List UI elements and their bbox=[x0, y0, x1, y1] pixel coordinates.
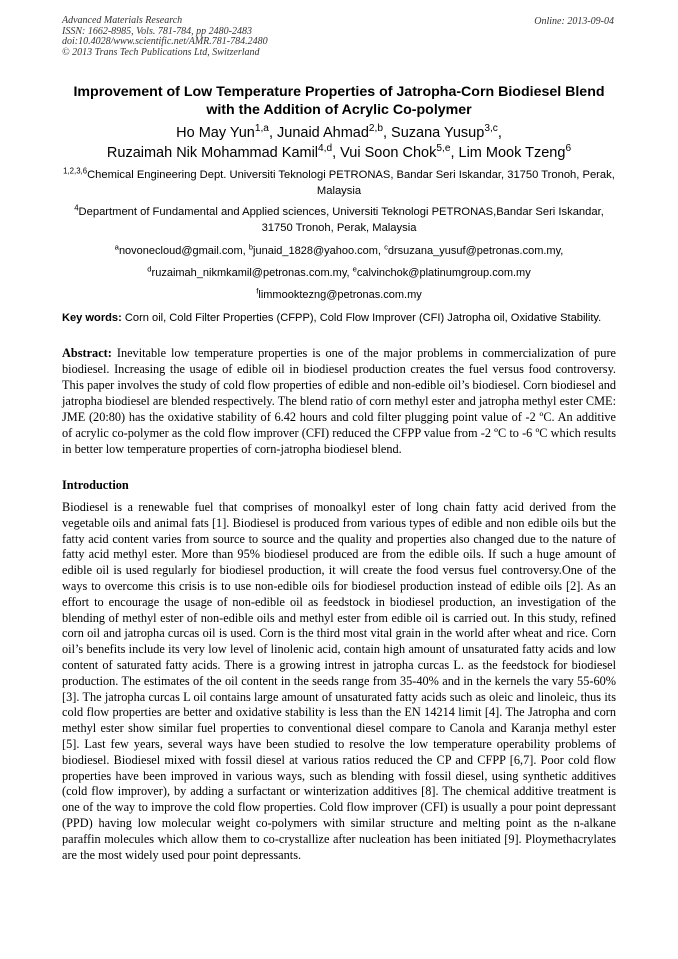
keywords-text: Corn oil, Cold Filter Properties (CFPP), Cold Flow Improver (CFI) Jatropha oil, Oxidative Stability. bbox=[124, 312, 602, 324]
abstract bbox=[62, 345, 616, 457]
introduction-text: Biodiesel is a renewable fuel that comprises of monoalkyl ester of long chain fatty acid derived from the vegetable oils and animal fats [1]. Biodiesel is produced from various types of edible and non edible oils but the fatty acid content varies from source to source and the quality and properties also changed due to the nature of fatty acid methyl ester. More than 95% biodiesel produced are from the edible oils. If such a huge amount of edible oil is used regularly for biodiesel production, it will create the food versus fuel controversy.One of the ways to overcome this crisis is to use non-edible oils for biodiesel production instead of edible oils [2]. As an effort to encourage the usage of non-edible oil as feedstock in biodiesel production, an investigation of the blending of methyl ester of non-edible oils and methyl ester from edible oil is carried out. In this study, refined corn oil and jatropha curcas oil is used. Corn is the third most vital grain in the world after wheat and rice. Corn oil’s benefits include its very low level of linolenic acid, contain high amount of unsaturated fatty acids and low content of saturated fatty acids. There is a growing intrest in jatropha curcas L. as the feedstock for biodiesel production. The estimates of the oil content in the seeds range from 35-40% and in the kernels the vary 55-60% [3]. The jatropha curcas L oil contains large amount of unsaturated fatty acids such as oleic and linoleic, thus its cold flow properties are better and oxidative stability is less than the EN 14214 limit [4]. The Jatropha and corn methyl ester show similar fuel properties to conventional diesel compare to Canola and Karanja methyl ester [5]. Last few years, several ways have been studied to resolve the low temperature operability problems of biodiesel. Biodiesel mixed with fossil diesel at various ratios reduced the CP and CFPP [6,7]. Poor cold flow properties have been improved in various ways, such as blending with fossil diesel, using synthetic additives (cold flow improver), by adding a surfactant or winterization additives [8]. The chemical additive treatment is one of the way to improve the cold flow properties. Cold flow improver (CFI) is usually a pour point depressant (PPD) having low molecular weight co-polymers with similar structure and melting point as the n-alkane paraffin molecules which allow them to co-crystallize after nucleation has been initiated [9]. Ploymethacrylates are the most widely used pour point depressants. bbox=[62, 500, 616, 862]
affiliation-2 bbox=[62, 204, 616, 236]
email-link[interactable]: drsuzana_yusuf@petronas.com.my, bbox=[387, 245, 564, 257]
email-link[interactable]: calvinchok@platinumgroup.com.my bbox=[356, 267, 531, 279]
author-affiliation-mark: 3,c bbox=[484, 123, 498, 135]
email-link[interactable]: junaid_1828@yahoo.com, bbox=[253, 245, 381, 257]
abstract-text: Inevitable low temperature properties is one of the major problems in commercialization of pure biodiesel. Increasing the usage of edible oil in biodiesel production creates the fuel versus food controversy. This paper involves the study of cold flow properties of edible and non-edible oil’s biodiesel. Corn biodiesel and jatropha biodiesel are blended respectively. The blend ratio of corn methyl ester and jatropha methyl ester CME: JME (20:80) has the oxidative stability of 6.42 hours and cold filter plugging point value of -2 ºC. An additive of acrylic co-polymer as the cold flow improver (CFI) reduced the CFPP value from -2 ºC to -6 ºC which results in better low temperature properties of corn-jatropha biodiesel blend. bbox=[62, 346, 617, 456]
journal-name: Advanced Materials Research bbox=[62, 15, 183, 26]
email-link[interactable]: novonecloud@gmail.com, bbox=[118, 245, 246, 257]
email-link[interactable]: ruzaimah_nikmkamil@petronas.com.my, bbox=[151, 267, 350, 279]
affiliation-text: Department of Fundamental and Applied sciences, Universiti Teknologi PETRONAS,Bandar Seri Iskandar, 31750 Tronoh, Perak, Malaysia bbox=[78, 206, 604, 234]
affiliation-text: Chemical Engineering Dept. Universiti Teknologi PETRONAS, Bandar Seri Iskandar, 31750 Tronoh, Perak, Malaysia bbox=[87, 169, 615, 197]
author-name: Lim Mook Tzeng bbox=[458, 145, 566, 161]
keywords bbox=[62, 311, 616, 326]
author-affiliation-mark: 5,e bbox=[436, 143, 451, 155]
author-affiliation-mark: 4,d bbox=[318, 143, 333, 155]
email-mark: f bbox=[256, 286, 259, 296]
author-affiliation-mark: 2,b bbox=[368, 123, 383, 135]
keywords-label: Key words: bbox=[62, 312, 122, 324]
author-list: Ho May Yun$^{1,a}$, Junaid Ahmad$^{2,b}$, Suzana Yusup$^{3,c}$, Ruzaimah Nik Mohammad Kamil$^{4,d}$, Vui Soon Chok$^{5,e}$, Lim Mook Tzeng$^6$ bbox=[106, 123, 572, 161]
author-affiliation-mark: 6 bbox=[565, 143, 572, 155]
email-mark: d bbox=[147, 264, 152, 274]
email-line bbox=[62, 240, 616, 262]
email-mark: b bbox=[248, 242, 254, 252]
email-mark: c bbox=[384, 242, 388, 252]
email-mark: e bbox=[352, 264, 357, 274]
email-mark: a bbox=[114, 242, 119, 252]
issn: ISSN: 1662-8985, Vols. 781-784, pp 2480-2483 bbox=[62, 25, 252, 37]
email-line bbox=[62, 284, 616, 306]
journal-metadata bbox=[62, 16, 268, 58]
affiliation-mark: 1,2,3,6 bbox=[63, 166, 88, 176]
copyright: © 2013 Trans Tech Publications Ltd, Switzerland bbox=[62, 46, 260, 58]
abstract-label: Abstract: bbox=[62, 346, 112, 360]
author-name: Ho May Yun bbox=[176, 125, 255, 141]
email-list bbox=[62, 240, 616, 306]
author-name: Junaid Ahmad bbox=[277, 125, 369, 141]
email-line bbox=[62, 262, 616, 284]
author-affiliation-mark: 1,a bbox=[254, 123, 269, 135]
author-name: Ruzaimah Nik Mohammad Kamil bbox=[106, 145, 319, 161]
online-date: Online: 2013-09-04 bbox=[534, 16, 614, 27]
email-link[interactable]: limmooktezng@petronas.com.my bbox=[258, 289, 422, 301]
doi[interactable]: doi:10.4028/www.scientific.net/AMR.781-784.2480 bbox=[62, 36, 268, 48]
author-name: Vui Soon Chok bbox=[340, 145, 437, 161]
author-name: Suzana Yusup bbox=[391, 125, 485, 141]
introduction-heading: Introduction bbox=[62, 478, 129, 492]
affiliation-mark: 4 bbox=[74, 203, 79, 213]
affiliation-1 bbox=[62, 167, 616, 199]
paper-title: Improvement of Low Temperature Properties of Jatropha-Corn Biodiesel Blend with the Addition of Acrylic Co-polymer bbox=[73, 84, 605, 118]
